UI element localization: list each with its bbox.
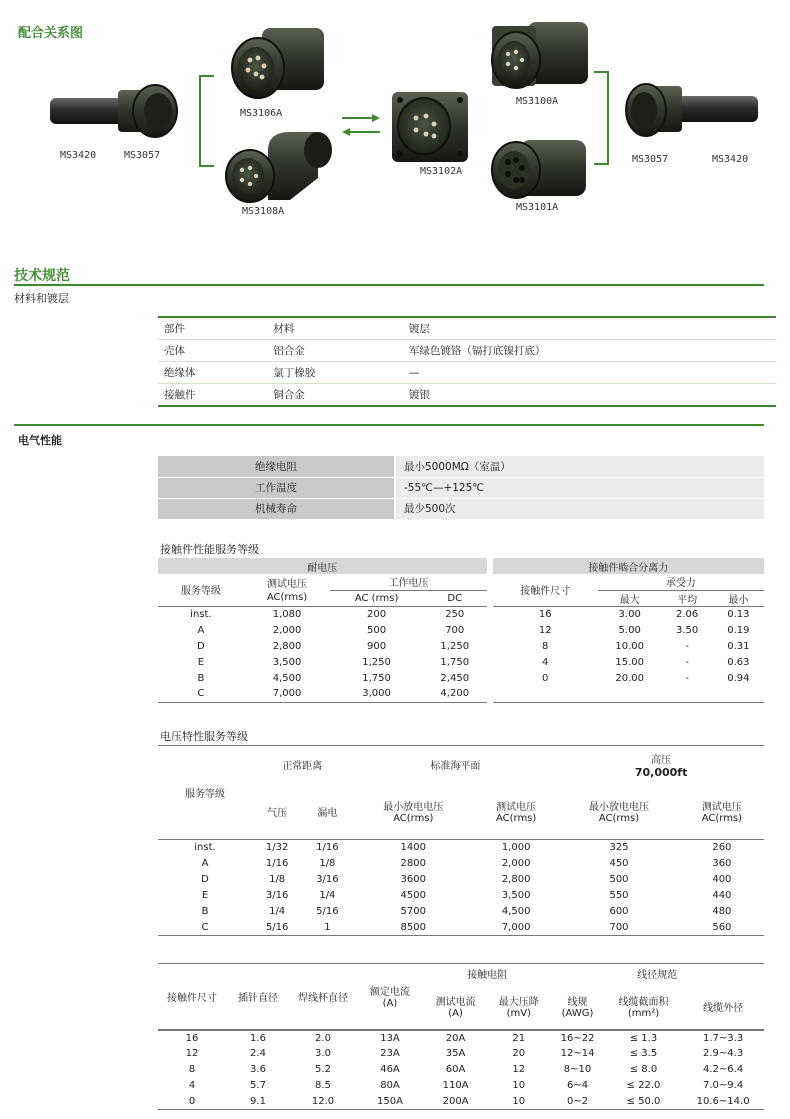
high-alt-label: 高压 — [651, 754, 672, 766]
cell: 7,000 — [244, 686, 330, 702]
table-row — [158, 872, 764, 888]
cell: 550 — [609, 890, 629, 901]
table-row — [158, 638, 764, 654]
cell — [493, 686, 598, 702]
cell: 10.00 — [615, 640, 644, 652]
cell: 最小5000MΩ（室温） — [395, 456, 764, 477]
ms3108a-plug — [226, 132, 332, 202]
cell — [550, 984, 604, 1030]
label-ms3057-left: MS3057 — [124, 150, 161, 161]
col-material: 材料 — [267, 317, 403, 340]
unit-label: AC(rms) — [598, 813, 640, 825]
contact-size-table — [158, 963, 764, 1110]
cell: 3,500 — [501, 890, 531, 901]
cell: AC (rms) — [330, 590, 423, 606]
svc1-title: 接触件性能服务等级 — [160, 543, 259, 556]
cell: 1/4 — [269, 906, 286, 917]
table-row — [158, 1062, 764, 1078]
cell: - — [685, 640, 689, 652]
high-alt-value: 70,000ft — [634, 765, 688, 779]
table-row — [158, 670, 764, 686]
cell: 12.0 — [290, 1094, 356, 1110]
cell: 最小 — [713, 590, 764, 606]
cell: 2,000 — [501, 858, 531, 869]
table-row — [158, 1046, 764, 1062]
cell: 35A — [445, 1048, 466, 1059]
cell: 2.9~4.3 — [703, 1048, 744, 1059]
cell: AC(rms) — [244, 590, 330, 606]
cell: 8 — [542, 640, 549, 652]
table-row — [158, 384, 776, 407]
cell: 绝缘电阻 — [158, 456, 395, 477]
table-row — [158, 686, 764, 702]
materials-title: 材料和镀层 — [14, 292, 69, 305]
label-ms3108a: MS3108A — [242, 206, 285, 217]
tech-spec-title: 技术规范 — [14, 268, 70, 284]
ms3102a-receptacle — [392, 92, 468, 162]
cell: 4500 — [400, 890, 426, 901]
cell: 漏电 — [302, 784, 352, 840]
cross-label: 线缆截面积 — [618, 997, 669, 1008]
cell: 21 — [512, 1032, 526, 1044]
cell: 8500 — [353, 920, 475, 936]
cell: 2,800 — [501, 874, 531, 885]
cell: 6~4 — [566, 1080, 589, 1091]
cell: 1/4 — [319, 890, 336, 901]
cell: 23A — [380, 1048, 400, 1059]
cell: 7.0~9.4 — [703, 1080, 744, 1091]
cell: 4.2~6.4 — [703, 1064, 744, 1075]
cell: 110A — [442, 1080, 469, 1091]
cell: 最少500次 — [395, 498, 764, 519]
cell: 4,500 — [272, 672, 302, 684]
cell: 8.5 — [315, 1080, 331, 1091]
cell: 3.6 — [250, 1064, 266, 1075]
bracket-left — [200, 76, 214, 166]
cell: 1.6 — [250, 1032, 266, 1044]
rated-unit-label: (A) — [382, 998, 398, 1010]
label-ms3106a: MS3106A — [240, 108, 283, 119]
cell: C — [158, 920, 252, 936]
cell: 2.4 — [250, 1048, 266, 1059]
test-voltage-label: 测试电压 — [701, 802, 742, 814]
cell: inst. — [194, 842, 216, 854]
cell: E — [197, 656, 205, 668]
table-row — [158, 590, 764, 606]
cell: 3/16 — [316, 874, 339, 885]
ms3101a-receptacle — [492, 140, 586, 198]
cell: 1,000 — [501, 842, 531, 854]
table-row — [158, 456, 764, 477]
cell: 560 — [680, 920, 764, 936]
cell: 2,450 — [440, 672, 470, 684]
mating-arrows — [342, 114, 380, 136]
cell: ≤ 22.0 — [626, 1080, 661, 1091]
cell: 最大 — [598, 590, 662, 606]
connector-illustration — [0, 0, 790, 235]
cell: 8~10 — [563, 1064, 592, 1075]
col-part: 部件 — [158, 317, 267, 340]
cell: 360 — [712, 858, 732, 869]
cell: 0 — [542, 672, 549, 684]
cell: 机械寿命 — [158, 498, 395, 519]
cell — [605, 984, 683, 1030]
table-row — [158, 964, 764, 984]
cell: 5700 — [400, 906, 426, 917]
table-row — [158, 558, 764, 574]
cell — [474, 784, 558, 840]
cell: D — [201, 874, 209, 885]
table-row — [158, 904, 764, 920]
cell: 测试电压 — [267, 578, 308, 590]
table-row — [158, 317, 776, 340]
electrical-rule — [14, 424, 764, 426]
cell: A — [197, 624, 205, 636]
cell: 氯丁橡胶 — [267, 362, 403, 384]
cell: 3600 — [400, 874, 426, 885]
cell: 0.31 — [727, 640, 750, 652]
max-drop-label: 最大压降 — [498, 997, 539, 1008]
cell: 9.1 — [226, 1094, 290, 1110]
label-ms3057-right: MS3057 — [632, 154, 669, 165]
cell: 12~14 — [560, 1048, 595, 1059]
cell: 0.63 — [727, 656, 750, 668]
cell: 绝缘体 — [158, 362, 267, 384]
label-ms3100a: MS3100A — [516, 96, 559, 107]
cell: 10.6~14.0 — [682, 1094, 764, 1110]
cell: 200A — [424, 1094, 487, 1110]
cell: 接触件尺寸 — [493, 574, 598, 606]
cell: 400 — [712, 874, 732, 885]
cell-gap — [487, 590, 493, 606]
cell: C — [158, 686, 244, 702]
cell: — — [403, 362, 776, 384]
cell: 平均 — [662, 590, 713, 606]
cell: 80A — [380, 1080, 400, 1091]
ms3106a-plug — [232, 28, 324, 98]
drop-unit-label: (mV) — [506, 1008, 531, 1019]
label-ms3420-right: MS3420 — [712, 154, 749, 165]
min-discharge-label: 最小放电电压 — [589, 802, 649, 814]
table-row — [158, 856, 764, 872]
cell: 15.00 — [615, 656, 644, 668]
svc2-body — [158, 840, 764, 936]
cell: 480 — [712, 906, 732, 917]
cell: 1400 — [400, 842, 426, 854]
cell — [680, 784, 764, 840]
cell: 2,800 — [272, 640, 302, 652]
label-ms3101a: MS3101A — [516, 202, 559, 213]
cell: 1/8 — [269, 874, 286, 885]
cell: 0.94 — [727, 672, 750, 684]
cross-unit-label: (mm²) — [627, 1008, 660, 1019]
cell: 镀银 — [403, 384, 776, 407]
table-row — [158, 498, 764, 519]
cell: 铝合金 — [267, 340, 403, 362]
cell: 8 — [188, 1064, 196, 1075]
cell: 线径规范 — [550, 964, 764, 984]
cell: 接触件啮合分离力 — [493, 558, 764, 574]
cell: 5.7 — [250, 1080, 266, 1091]
cell: 壳体 — [158, 340, 267, 362]
cell: 600 — [609, 906, 629, 917]
cell: 正常距离 — [252, 746, 353, 784]
cell: B — [201, 906, 209, 917]
cell: ≤ 50.0 — [605, 1094, 683, 1110]
cell — [598, 686, 662, 702]
table-row — [158, 340, 776, 362]
unit-label: AC(rms) — [393, 813, 434, 825]
cell: 16 — [538, 608, 552, 620]
cell: 1,080 — [272, 608, 302, 620]
cell — [558, 784, 680, 840]
table-row — [158, 1030, 764, 1046]
cell: 1/32 — [265, 842, 289, 854]
cell: 260 — [712, 842, 732, 854]
cell — [356, 964, 424, 1030]
cell: 12 — [538, 624, 552, 636]
cell: - — [685, 656, 689, 668]
gauge-unit-label: (AWG) — [561, 1008, 594, 1019]
cell: 0~2 — [550, 1094, 604, 1110]
cell — [662, 686, 713, 702]
svc2-title: 电压特性服务等级 — [160, 730, 248, 743]
cell: 3/16 — [265, 890, 289, 901]
cell: 900 — [367, 640, 387, 652]
cell — [558, 746, 764, 784]
cell: 5/16 — [316, 906, 339, 917]
cell: 4,200 — [423, 686, 487, 702]
cell — [353, 784, 475, 840]
gauge-label: 线规 — [567, 997, 588, 1008]
test-voltage-label: 测试电压 — [496, 802, 537, 814]
cell: 20A — [445, 1032, 466, 1044]
cell: 12 — [512, 1064, 526, 1075]
table-row — [158, 888, 764, 904]
cell: 7,000 — [474, 920, 558, 936]
cell: 200 — [367, 608, 387, 620]
cable-clamp-right — [626, 84, 758, 136]
table-row — [158, 574, 764, 590]
cell: 3.00 — [618, 608, 641, 620]
cell — [424, 984, 487, 1030]
diagram-title: 配合关系图 — [18, 26, 84, 41]
unit-label: AC(rms) — [495, 813, 537, 825]
cell: 1/16 — [265, 858, 289, 869]
cell: inst. — [190, 608, 212, 620]
table-row — [158, 622, 764, 638]
cell: 3.0 — [315, 1048, 331, 1059]
cell — [713, 686, 764, 702]
cell: 46A — [380, 1064, 400, 1075]
table-row — [158, 1078, 764, 1094]
cell: A — [201, 858, 209, 869]
cell: E — [201, 890, 209, 901]
cell: 325 — [609, 842, 629, 854]
cell: 250 — [445, 608, 465, 620]
cell: 500 — [367, 624, 387, 636]
cell: 440 — [712, 890, 732, 901]
table-row — [158, 654, 764, 670]
mating-diagram — [0, 0, 790, 235]
cell: 接触件尺寸 — [158, 964, 226, 1030]
table-row — [158, 920, 764, 936]
cell: 1,750 — [362, 672, 391, 684]
cell: B — [197, 672, 205, 684]
label-ms3102a: MS3102A — [420, 166, 463, 177]
cell: 4 — [542, 656, 549, 668]
table-row — [158, 362, 776, 384]
rated-current-label: 额定电流 — [370, 987, 410, 999]
cell: 1.7~3.3 — [703, 1032, 744, 1044]
cell: 1,750 — [440, 656, 470, 668]
cell: 标准海平面 — [353, 746, 559, 784]
cell: 1 — [302, 920, 352, 936]
test-unit-label: (A) — [448, 1008, 463, 1019]
cell: 2.0 — [315, 1032, 331, 1044]
cell: 16~22 — [560, 1032, 595, 1044]
cell: 0 — [158, 1094, 226, 1110]
cell: -55℃—+125℃ — [395, 477, 764, 498]
ms3100a-receptacle — [492, 22, 588, 88]
cell: 5/16 — [252, 920, 302, 936]
cell: D — [197, 640, 205, 652]
materials-table — [158, 316, 776, 407]
col-plating: 镀层 — [403, 317, 776, 340]
cell: 1,250 — [440, 640, 470, 652]
cell: 3,000 — [330, 686, 423, 702]
cable-clamp-left — [50, 85, 177, 137]
svc1-body — [158, 606, 764, 702]
cell: 4,500 — [501, 906, 531, 917]
cell: 4 — [188, 1080, 196, 1091]
cell: 接触件 — [158, 384, 267, 407]
cell: 1,250 — [362, 656, 391, 668]
bracket-right — [594, 72, 608, 164]
electrical-table — [158, 456, 764, 520]
table-row — [158, 746, 764, 784]
cell: 10 — [512, 1080, 526, 1091]
cell: 工作电压 — [330, 574, 486, 590]
electrical-title: 电气性能 — [18, 434, 62, 447]
cell: 2800 — [400, 858, 426, 869]
cell: 700 — [445, 624, 465, 636]
cell: 5.00 — [618, 624, 641, 636]
cell: 12 — [185, 1048, 199, 1059]
cell — [487, 984, 550, 1030]
cell: 0.19 — [727, 624, 750, 636]
cell: 军绿色镀铬（镉打底镍打底） — [403, 340, 776, 362]
cell: 150A — [356, 1094, 424, 1110]
voltage-characteristics-table — [158, 745, 764, 936]
cell: 450 — [609, 858, 629, 869]
min-discharge-label: 最小放电电压 — [383, 802, 444, 814]
test-current-label: 测试电流 — [435, 997, 476, 1008]
cell: 承受力 — [598, 574, 764, 590]
cell: 焊线杯直径 — [290, 964, 356, 1030]
cell: 接触电阻 — [424, 964, 550, 984]
cell: 耐电压 — [158, 558, 487, 574]
contact-performance-table — [158, 558, 764, 703]
svc3-body — [158, 1030, 764, 1110]
table-row — [158, 477, 764, 498]
cell: 20.00 — [615, 672, 644, 684]
cell: 1/8 — [319, 858, 336, 869]
cell: 500 — [609, 874, 629, 885]
cell: 服务等级 — [158, 574, 244, 606]
cell: 3,500 — [272, 656, 302, 668]
cell: 16 — [185, 1032, 199, 1044]
cell: 铜合金 — [267, 384, 403, 407]
table-row — [158, 1094, 764, 1110]
cell: 13A — [380, 1032, 400, 1044]
table-row — [158, 606, 764, 622]
cell: ≤ 8.0 — [629, 1064, 658, 1075]
cell: 插针直径 — [226, 964, 290, 1030]
cell: 线缆外径 — [682, 984, 764, 1030]
cell: 工作温度 — [158, 477, 395, 498]
cell: 1/16 — [316, 842, 339, 854]
cell: 2.06 — [675, 608, 699, 620]
label-ms3420-left: MS3420 — [60, 150, 97, 161]
cell: 700 — [558, 920, 680, 936]
cell: 0.13 — [727, 608, 750, 620]
cell: 20 — [512, 1048, 526, 1059]
cell: ≤ 3.5 — [629, 1048, 658, 1059]
cell: 3.50 — [675, 624, 699, 636]
tech-spec-rule — [14, 284, 764, 286]
unit-label: AC(rms) — [701, 813, 743, 825]
cell: 服务等级 — [158, 746, 252, 840]
cell: ≤ 1.3 — [629, 1032, 658, 1044]
cell: 5.2 — [315, 1064, 331, 1075]
cell: DC — [423, 590, 487, 606]
cell: 60A — [445, 1064, 466, 1075]
cell: - — [685, 672, 689, 684]
cell: 10 — [487, 1094, 550, 1110]
table-row — [158, 840, 764, 856]
cell: 气压 — [252, 784, 302, 840]
cell: 2,000 — [272, 624, 302, 636]
